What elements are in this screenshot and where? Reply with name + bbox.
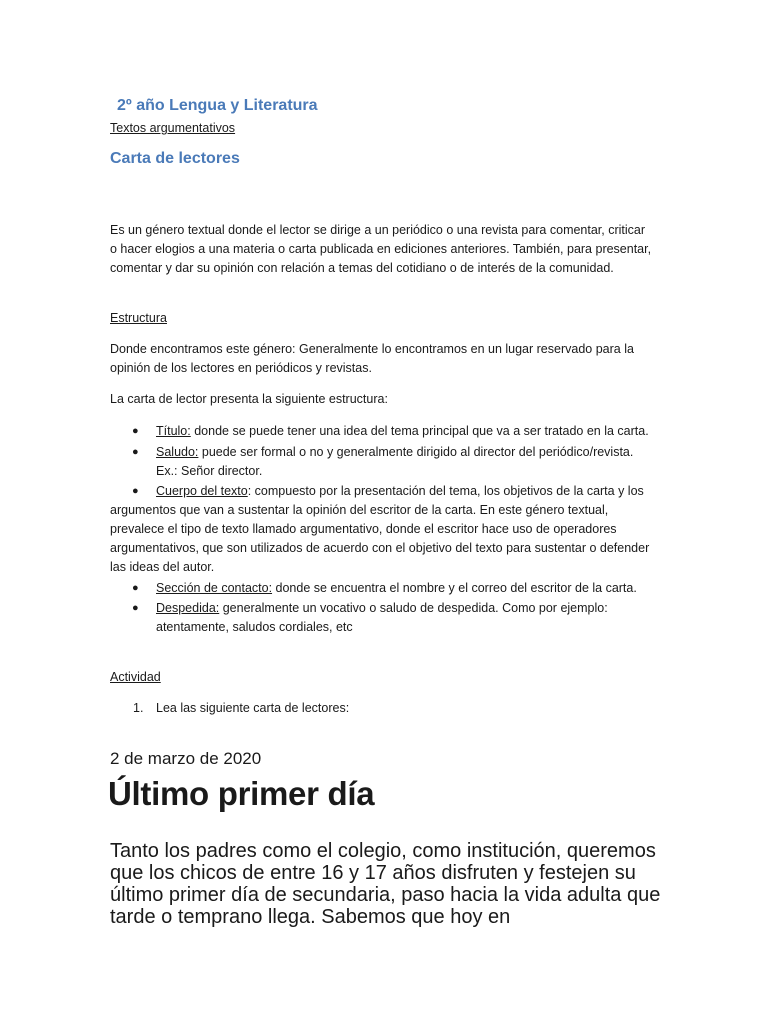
list-item-term: Título: bbox=[156, 424, 191, 438]
structure-heading: Estructura bbox=[110, 311, 167, 325]
structure-lead-paragraph: La carta de lector presenta la siguiente estructura: bbox=[110, 392, 388, 406]
intro-paragraph: Es un género textual donde el lector se dirige a un periódico o una revista para comentar, criticar o hacer elogios a una materia o carta publicada en ediciones anteriores. También, para presentar, comentar y dar su opinión con relación a temas del cotidiano o de interés de la comunidad. bbox=[110, 223, 652, 275]
list-item-text: puede ser formal o no y generalmente dirigido al director del periódico/revista. Ex.: Señor director. bbox=[156, 444, 634, 478]
list-item bbox=[110, 482, 658, 577]
bullet-icon: ● bbox=[132, 485, 139, 497]
activity-step-text: Lea las siguiente carta de lectores: bbox=[156, 701, 350, 715]
activity-step bbox=[133, 701, 349, 715]
activity-step-number: 1. bbox=[133, 701, 144, 715]
bullet-icon: ● bbox=[132, 581, 139, 594]
document-subtitle: Textos argumentativos bbox=[110, 121, 236, 135]
list-item bbox=[110, 443, 658, 481]
list-item-text: donde se encuentra el nombre y el correo del escritor de la carta. bbox=[272, 580, 637, 595]
list-item bbox=[110, 599, 658, 637]
bullet-icon: ● bbox=[132, 425, 139, 437]
course-title: 2º año Lengua y Literatura bbox=[117, 97, 318, 114]
list-item-term: Cuerpo del texto bbox=[156, 484, 248, 498]
list-item-term: Sección de contacto: bbox=[156, 580, 273, 595]
list-item-term: Saludo: bbox=[156, 444, 199, 459]
list-item bbox=[110, 579, 658, 598]
list-item-text: generalmente un vocativo o saludo de despedida. Como por ejemplo: atentamente, saludos cordiales, etc bbox=[156, 601, 608, 634]
bullet-icon: ● bbox=[132, 445, 139, 458]
bullet-icon: ● bbox=[132, 602, 139, 614]
list-item bbox=[110, 422, 658, 441]
list-item-text: : compuesto por la presentación del tema, los objetivos de la carta y los argumentos que van a sustentar la opinión del escritor de la carta. En este género textual, prevalece el tipo de texto llamado argumentativo, donde el escritor hace uso de operadores argumentativos, que son utilizados de acuerdo con el objetivo del texto para sustentar o defender las ideas del autor. bbox=[110, 484, 650, 574]
letter-title: Último primer día bbox=[108, 775, 375, 812]
letter-date: 2 de marzo de 2020 bbox=[110, 749, 262, 768]
list-item-text: donde se puede tener una idea del tema principal que va a ser tratado en la carta. bbox=[190, 424, 649, 438]
letter-body: Tanto los padres como el colegio, como institución, queremos que los chicos de entre 16 y 17 años disfruten y festejen su último primer día de secundaria, paso hacia la vida adulta que tarde o temprano llega. Sabemos que hoy en bbox=[110, 840, 661, 928]
section-title: Carta de lectores bbox=[110, 150, 240, 167]
structure-list bbox=[110, 422, 658, 639]
activity-heading: Actividad bbox=[110, 670, 161, 684]
structure-where-paragraph: Donde encontramos este género: Generalmente lo encontramos en un lugar reservado para la opinión de los lectores en periódicos y revistas. bbox=[110, 342, 634, 375]
list-item-term: Despedida: bbox=[156, 601, 220, 615]
